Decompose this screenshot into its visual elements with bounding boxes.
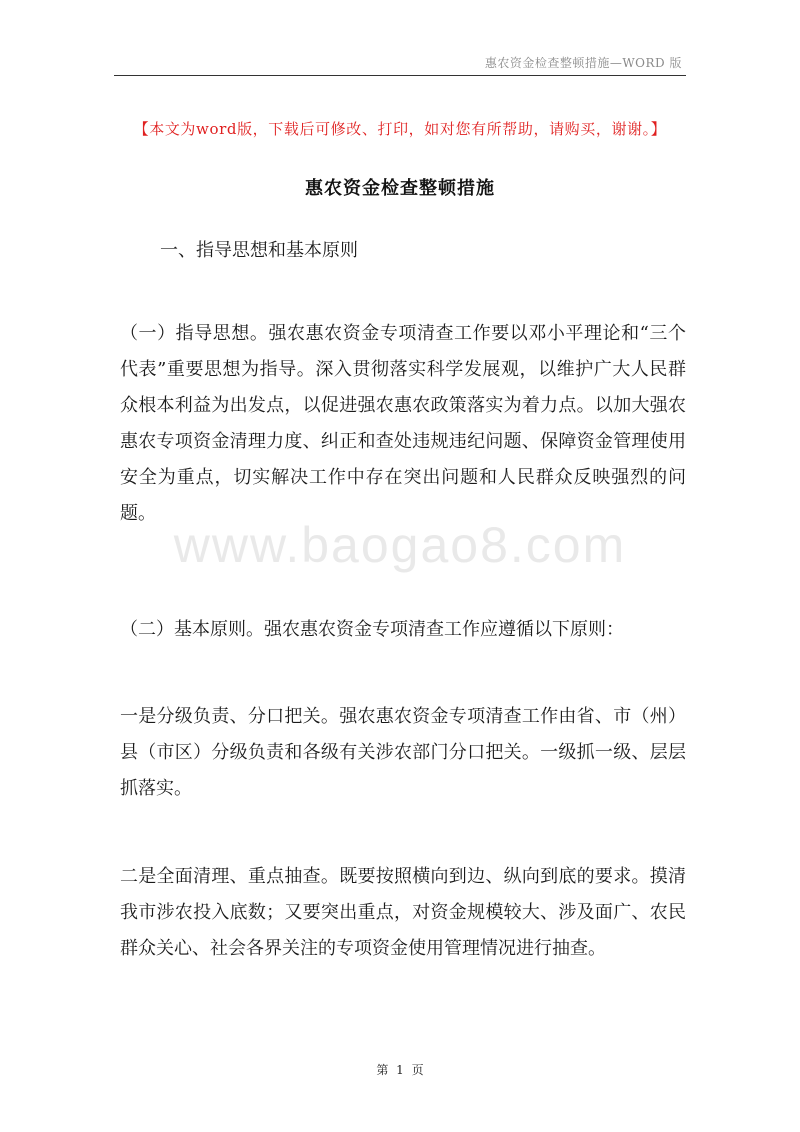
document-title: 惠农资金检查整顿措施 <box>305 178 495 199</box>
paragraph-basic-principles: （二）基本原则。强农惠农资金专项清查工作应遵循以下原则： <box>120 619 624 640</box>
page-footer <box>0 1061 800 1078</box>
header-divider <box>114 75 686 76</box>
running-header: 惠农资金检查整顿措施—WORD 版 <box>484 56 682 70</box>
paragraph-principle-two: 二是全面清理、重点抽查。既要按照横向到边、纵向到底的要求。摸清我市涉农投入底数；又要突出重点，对资金规模较大、涉及面广、农民群众关心、社会各界关注的专项资金使用管理情况进行抽查。 <box>120 866 686 959</box>
page-suffix: 页 <box>411 1063 424 1077</box>
page-number: 1 <box>396 1063 404 1077</box>
section-heading: 一、指导思想和基本原则 <box>160 240 358 261</box>
page-prefix: 第 <box>376 1063 389 1077</box>
paragraph-guiding-ideology: （一）指导思想。强农惠农资金专项清查工作要以邓小平理论和“三个代表”重要思想为指导。深入贯彻落实科学发展观，以维护广大人民群众根本利益为出发点，以促进强农惠农政策落实为着力点。以加大强农惠农专项资金清理力度、纠正和查处违规违纪问题、保障资金管理使用安全为重点，切实解决工作中存在突出问题和人民群众反映强烈的问题。 <box>120 323 686 524</box>
watermark: www.baogao8.com <box>173 517 627 573</box>
paragraph-principle-one: 一是分级负责、分口把关。强农惠农资金专项清查工作由省、市（州）县（市区）分级负责和各级有关涉农部门分口把关。一级抓一级、层层抓落实。 <box>120 706 686 799</box>
download-notice: 【本文为word版，下载后可修改、打印，如对您有所帮助，请购买，谢谢。】 <box>133 120 667 138</box>
